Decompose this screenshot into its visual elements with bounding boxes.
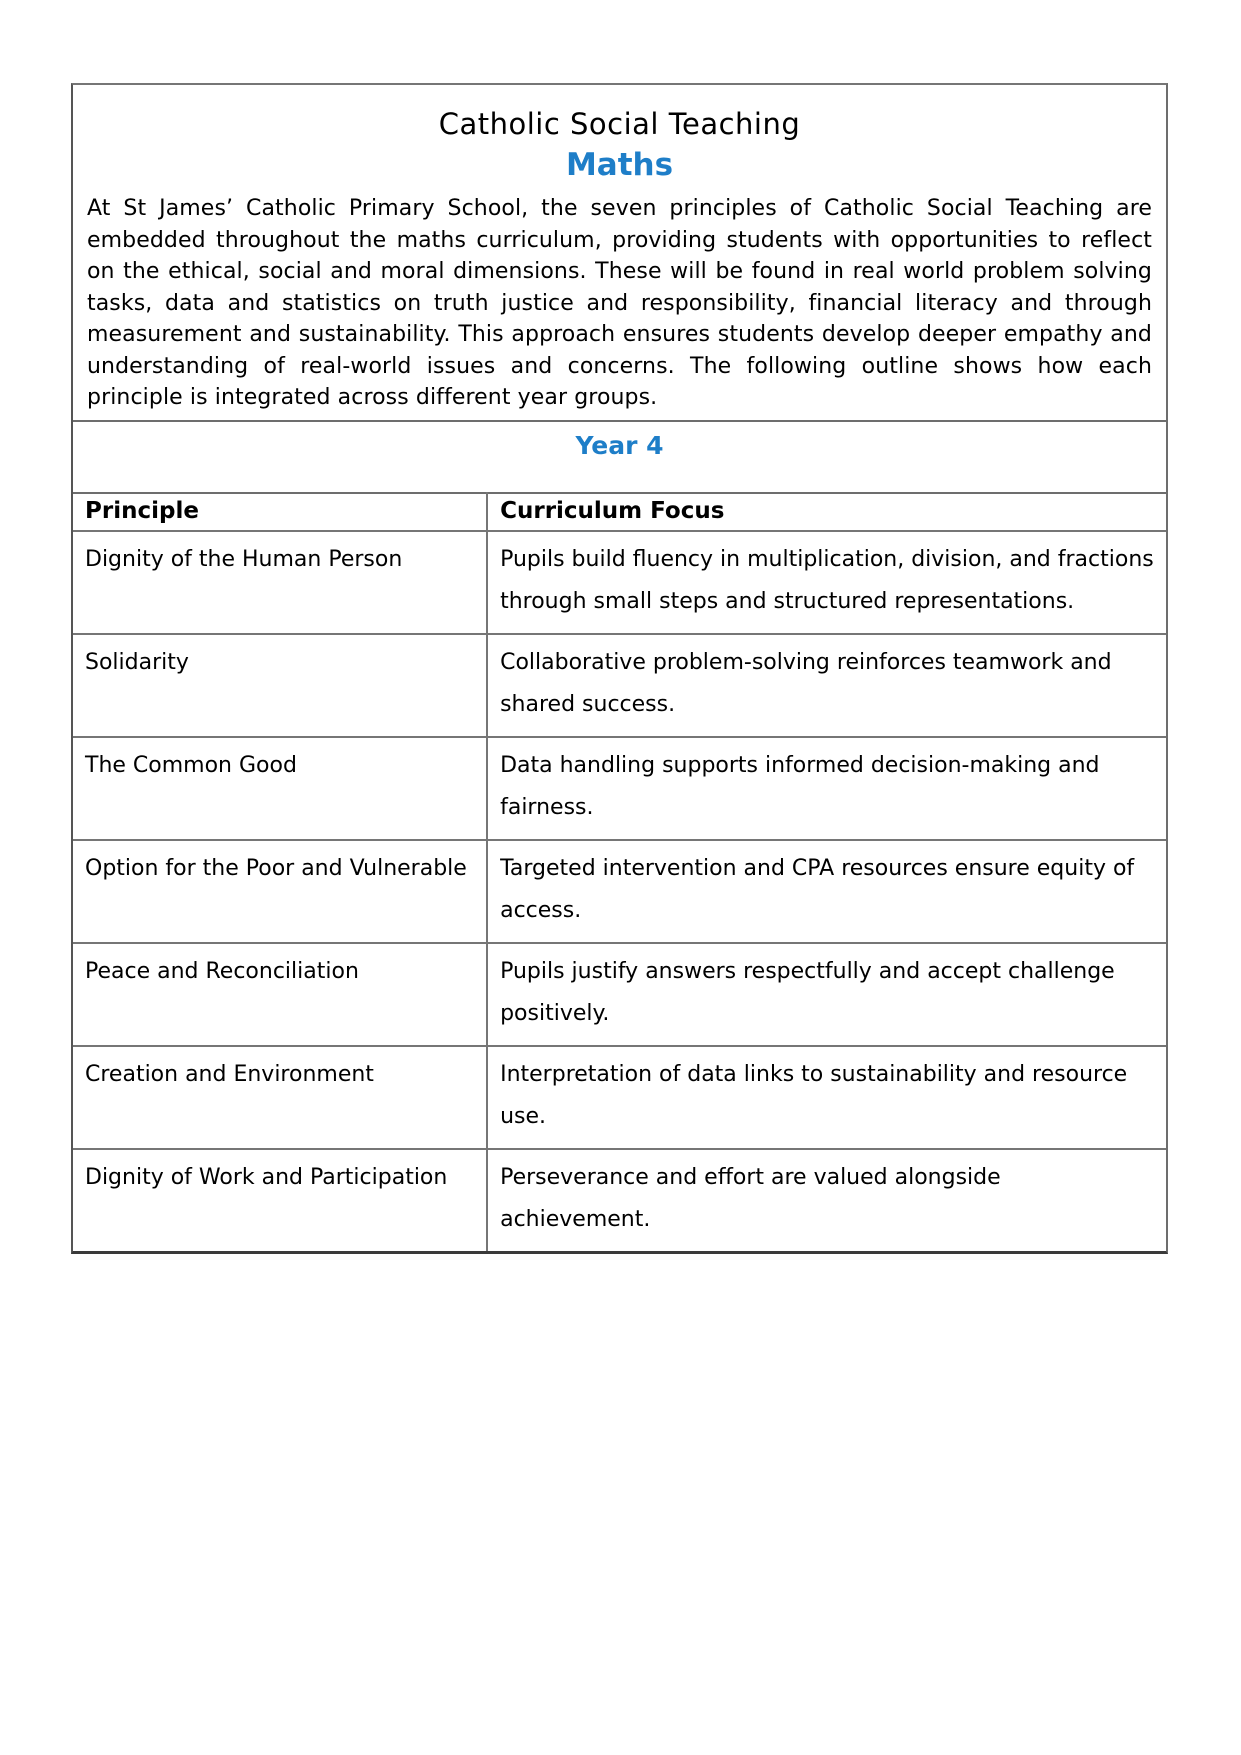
table-header-row — [73, 493, 1166, 532]
year-group-label: Year 4 — [575, 430, 664, 460]
column-header-curriculum-focus: Curriculum Focus — [487, 493, 1166, 532]
principle-cell: The Common Good — [73, 737, 487, 840]
principle-cell: Option for the Poor and Vulnerable — [73, 840, 487, 943]
focus-cell: Targeted intervention and CPA resources ensure equity of access. — [487, 840, 1166, 943]
table-row — [73, 531, 1166, 634]
principle-cell: Dignity of Work and Participation — [73, 1149, 487, 1251]
table-row — [73, 1046, 1166, 1149]
table-row — [73, 943, 1166, 1046]
document-title: Catholic Social Teaching — [438, 107, 801, 141]
principle-cell: Creation and Environment — [73, 1046, 487, 1149]
principle-cell: Solidarity — [73, 634, 487, 737]
focus-cell: Collaborative problem-solving reinforces teamwork and shared success. — [487, 634, 1166, 737]
focus-cell: Perseverance and effort are valued alongside achievement. — [487, 1149, 1166, 1251]
document-subtitle: Maths — [565, 147, 674, 183]
table-row — [73, 634, 1166, 737]
curriculum-table — [73, 492, 1166, 1252]
table-row — [73, 840, 1166, 943]
focus-cell: Interpretation of data links to sustainability and resource use. — [487, 1046, 1166, 1149]
focus-cell: Data handling supports informed decision-making and fairness. — [487, 737, 1166, 840]
focus-cell: Pupils build fluency in multiplication, division, and fractions through small steps and structured representations. — [487, 531, 1166, 634]
document-border-box — [71, 83, 1168, 1254]
principle-cell: Peace and Reconciliation — [73, 943, 487, 1046]
focus-cell: Pupils justify answers respectfully and accept challenge positively. — [487, 943, 1166, 1046]
intro-paragraph: At St James’ Catholic Primary School, the seven principles of Catholic Social Teaching are embedded throughout the maths curriculum, providing students with opportunities to reflect on the ethical, social and moral dimensions. These will be found in real world problem solving tasks, data and statistics on truth justice and responsibility, financial literacy and through measurement and sustainability. This approach ensures students develop deeper empathy and understanding of real-world issues and concerns. The following outline shows how each principle is integrated across different year groups. — [87, 196, 1152, 410]
table-row — [73, 737, 1166, 840]
table-row — [73, 1149, 1166, 1251]
column-header-principle: Principle — [73, 493, 487, 532]
intro-section — [73, 85, 1166, 422]
principle-cell: Dignity of the Human Person — [73, 531, 487, 634]
